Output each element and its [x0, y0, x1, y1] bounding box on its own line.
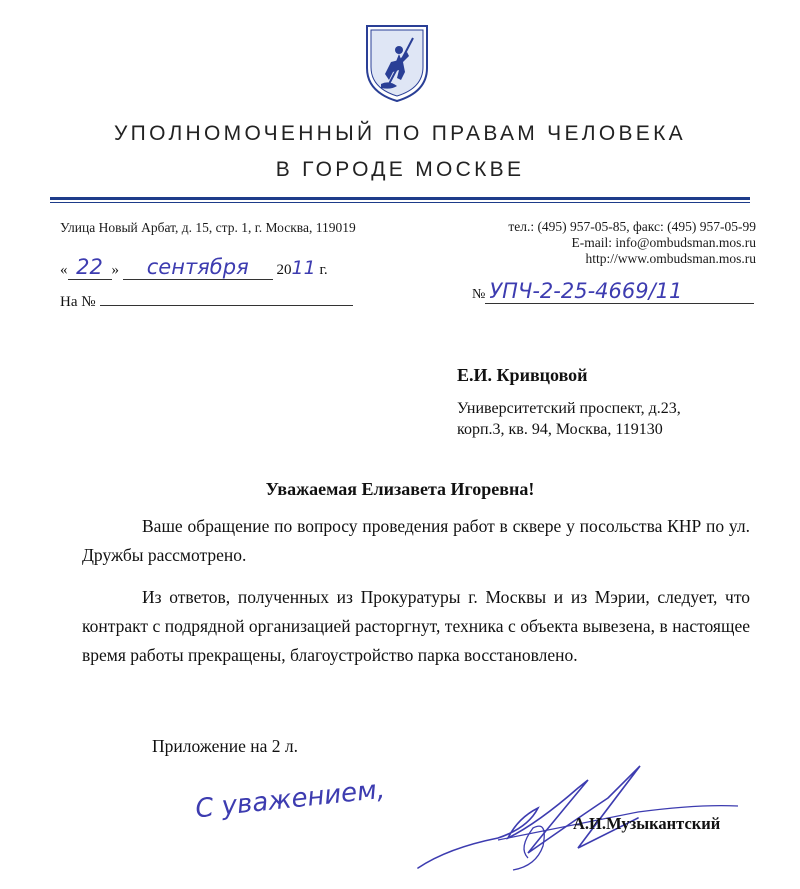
paragraph-1-text: Ваше обращение по вопросу проведения работ в сквере у посольства КНР по ул. Дружбы рассмотрено.: [82, 516, 750, 565]
date-line: [60, 255, 328, 280]
date-year-prefix: 20: [276, 262, 292, 278]
moscow-coat-of-arms-icon: [363, 22, 431, 104]
date-month: сентября: [123, 255, 273, 280]
reply-to-blank: [100, 291, 353, 306]
reference-label: №: [472, 287, 486, 302]
organization-title-line1: УПОЛНОМОЧЕННЫЙ ПО ПРАВАМ ЧЕЛОВЕКА: [114, 122, 686, 145]
recipient-name: Е.И. Кривцовой: [457, 365, 588, 385]
phone-fax: тел.: (495) 957-05-85, факс: (495) 957-05-99: [508, 219, 756, 234]
organization-title-line2: В ГОРОДЕ МОСКВЕ: [275, 158, 525, 181]
email: E-mail: info@ombudsman.mos.ru: [571, 235, 756, 250]
recipient-address-line1: Университетский проспект, д.23,: [457, 400, 681, 417]
recipient-address: [457, 398, 681, 440]
salutation: Уважаемая Елизавета Игоревна!: [265, 479, 535, 499]
reference-line: [472, 279, 754, 304]
sender-address: Улица Новый Арбат, д. 15, стр. 1, г. Москва, 119019: [60, 220, 356, 235]
date-year-unit: г.: [319, 262, 328, 278]
date-year-suffix: 11: [291, 257, 316, 279]
date-day: 22: [68, 255, 112, 280]
website: http://www.ombudsman.mos.ru: [585, 251, 756, 266]
sender-contacts: [508, 219, 756, 267]
signature-note: С уважением,: [193, 774, 387, 825]
date-close-quote: »: [111, 262, 119, 278]
header-rule-thick: [50, 197, 750, 200]
paragraph-1: [82, 512, 750, 570]
reply-to-line: [60, 291, 353, 311]
recipient-address-line2: корп.3, кв. 94, Москва, 119130: [457, 421, 663, 438]
header-rule-thin: [50, 202, 750, 203]
attachment-note: Приложение на 2 л.: [152, 736, 299, 756]
paragraph-2: [82, 583, 750, 670]
signer-name: А.И.Музыкантский: [573, 814, 721, 833]
reply-to-label: На №: [60, 294, 96, 310]
paragraph-2-text: Из ответов, полученных из Прокуратуры г. Москвы и из Мэрии, следует, что контракт с подрядной организацией расторгнут, техника с объекта вывезена, в настоящее время работы прекращены, благоустройство парка восстановлено.: [82, 587, 750, 665]
date-open-quote: «: [60, 262, 68, 278]
reference-number: УПЧ-2-25-4669/11: [485, 279, 754, 304]
